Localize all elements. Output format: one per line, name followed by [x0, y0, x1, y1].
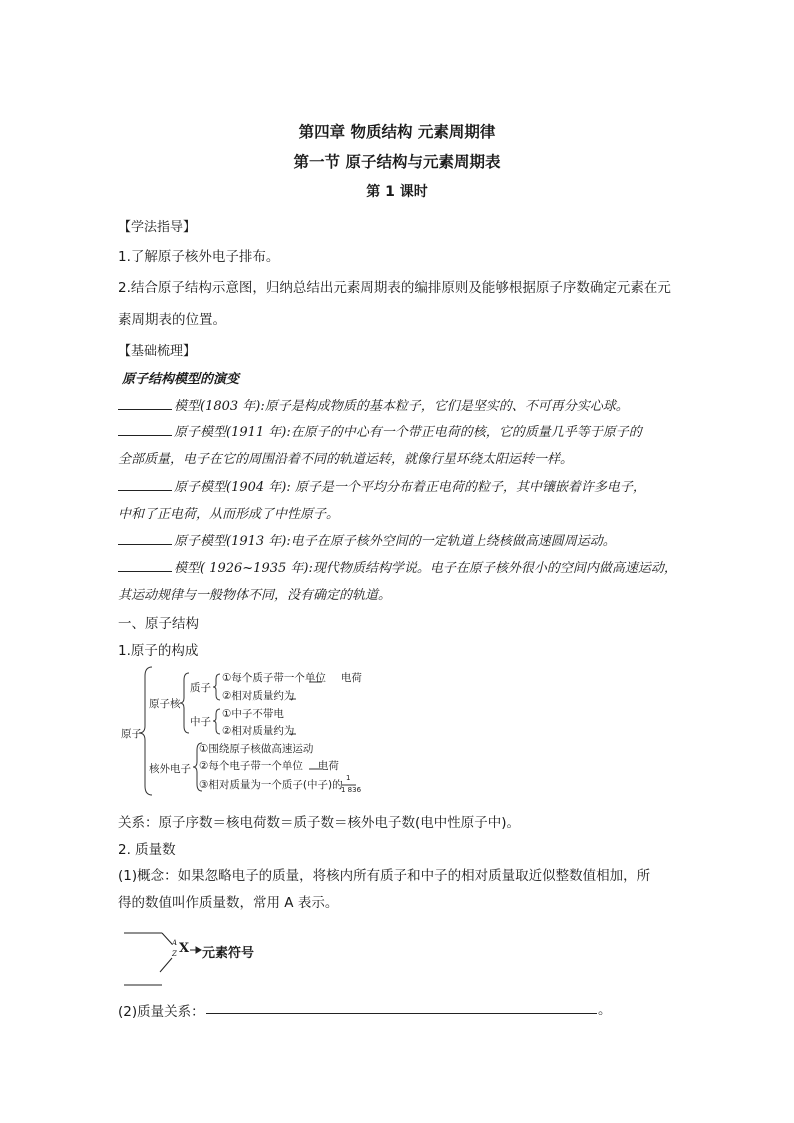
- fraction-denominator: 1 836: [341, 786, 362, 794]
- tree-proton: 质子: [190, 682, 211, 694]
- mass-relation-blank[interactable]: [206, 1001, 597, 1014]
- tree-atom: 原子: [121, 728, 142, 740]
- model-4: 原子模型(1913 年):电子在原子核外空间的一定轨道上绕核做高速圆周运动。: [118, 530, 616, 549]
- part1-heading: 一、原子结构: [118, 616, 199, 632]
- element-X: X: [179, 941, 190, 956]
- tree-neutron-a: ①中子不带电: [222, 708, 284, 720]
- basics-heading: 【基础梳理】: [118, 344, 197, 359]
- tree-proton-a: ①每个质子带一个单位 电荷: [222, 672, 362, 684]
- mass-relation-period: 。: [598, 1002, 612, 1018]
- chapter-title: 第四章 物质结构 元素周期律: [298, 123, 496, 141]
- model-5-line2: 其运动规律与一般物体不同，没有确定的轨道。: [118, 588, 392, 603]
- part1-sub1: 1.原子的构成: [118, 643, 199, 659]
- lesson-title: 第 1 课时: [366, 184, 428, 200]
- guide-item-2-line1: 2.结合原子结构示意图，归纳总结出元素周期表的编排原则及能够根据原子序数确定元素在元: [118, 280, 671, 296]
- model-2-line1: 原子模型(1911 年):在原子的中心有一个带正电荷的核，它的质量几乎等于原子的: [118, 421, 642, 440]
- atomic-number-Z: Z: [172, 950, 177, 958]
- mass-number-A: A: [172, 939, 178, 947]
- part1-sub2: 2. 质量数: [118, 842, 176, 858]
- guide-heading: 【学法指导】: [118, 220, 197, 235]
- concept-line2: 得的数值叫作质量数，常用 A 表示。: [118, 895, 339, 911]
- model-2-line2: 全部质量，电子在它的周围沿着不同的轨道运转，就像行星环绕太阳运转一样。: [118, 452, 574, 467]
- tree-electron: 核外电子: [149, 763, 191, 775]
- tree-neutron: 中子: [190, 716, 211, 728]
- tree-nucleus: 原子核: [149, 698, 181, 710]
- mass-relation-label: (2)质量关系：: [118, 1004, 205, 1020]
- tree-electron-c: ③相对质量为一个质子(中子)的: [199, 779, 343, 791]
- guide-item-1: 1.了解原子核外电子排布。: [118, 249, 280, 265]
- tree-electron-a: ①围绕原子核做高速运动: [199, 743, 314, 755]
- model-5-line1: 模型( 1926~1935 年):现代物质结构学说。电子在原子核外很小的空间内做高速运动，: [118, 557, 677, 576]
- tree-electron-b: ②每个电子带一个单位 电荷: [199, 760, 339, 772]
- guide-item-2-line2: 素周期表的位置。: [118, 312, 226, 328]
- relation-text: 关系：原子序数＝核电荷数＝质子数＝核外电子数(电中性原子中)。: [118, 815, 521, 831]
- tree-proton-b: ②相对质量约为: [222, 690, 295, 702]
- element-symbol-label: 元素符号: [202, 946, 255, 961]
- fraction-numerator: 1: [346, 774, 351, 782]
- concept-line1: (1)概念：如果忽略电子的质量，将核内所有质子和中子的相对质量取近似整数值相加，所: [118, 868, 651, 884]
- model-evolution-title: 原子结构模型的演变: [122, 372, 240, 387]
- model-1: 模型(1803 年):原子是构成物质的基本粒子，它们是坚实的、不可再分实心球。: [118, 395, 629, 414]
- model-3-line1: 原子模型(1904 年): 原子是一个平均分布着正电荷的粒子，其中镶嵌着许多电子，: [118, 476, 646, 495]
- section-title: 第一节 原子结构与元素周期表: [293, 153, 501, 171]
- tree-neutron-b: ②相对质量约为: [222, 725, 295, 737]
- model-3-line2: 中和了正电荷，从而形成了中性原子。: [118, 507, 340, 522]
